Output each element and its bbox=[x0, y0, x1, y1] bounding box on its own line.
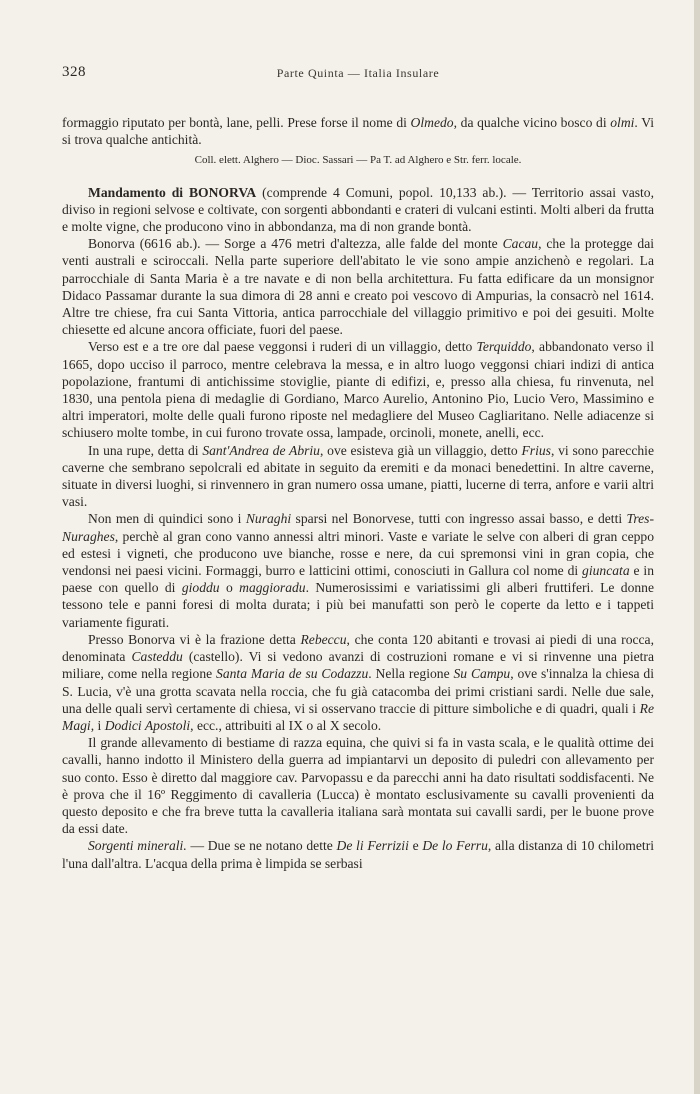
page-header bbox=[62, 58, 654, 84]
italic-term: giuncata bbox=[582, 563, 630, 579]
italic-term: De lo Ferru bbox=[422, 838, 488, 854]
italic-term: maggioradu bbox=[239, 580, 306, 596]
text-run: , ove esisteva già un villaggio, detto bbox=[319, 442, 522, 458]
italic-term: De li Ferrizii bbox=[336, 838, 409, 854]
italic-term: Sorgenti minerali. bbox=[88, 838, 187, 854]
electoral-caption bbox=[62, 152, 654, 169]
italic-term: Su Campu bbox=[453, 666, 511, 682]
text-run: (castello). Vi si vedono avanzi di costruzioni romane e vi si rinvenne una pietra miliare, come nella regione bbox=[62, 649, 654, 682]
page-edge bbox=[694, 0, 700, 1094]
text-run: — Due se ne notano dette bbox=[186, 838, 337, 854]
italic-term: gioddu bbox=[181, 580, 220, 596]
text-run: sparsi nel Bonorvese, tutti con ingresso assai basso, e detti bbox=[291, 511, 627, 527]
italic-term: Olmedo bbox=[410, 115, 454, 130]
italic-term: Rebeccu bbox=[300, 631, 347, 647]
text-run: . Numerosissimi e variatissimi gli alberi fruttiferi. Le donne tessono tele e panni foresi di molta durata; i più bei manufatti son però le coperte da letto e i tappeti variamente figurati. bbox=[62, 580, 654, 630]
paragraph bbox=[62, 837, 654, 871]
paragraph bbox=[62, 114, 654, 148]
italic-term: Terquiddo bbox=[476, 339, 532, 355]
italic-term: Tres-Nuraghes bbox=[62, 511, 654, 544]
text-run: e in paese con quello di bbox=[62, 563, 655, 596]
running-title: Parte Quinta — Italia Insulare bbox=[276, 66, 440, 80]
text-run: Il grande allevamento di bestiame di razza equina, che quivi si fa in vasta scala, e le qualità ottime dei cavalli, hanno indotto il Ministero della guerra ad impiantarvi un deposito di puledri con allevamento per suo conto. Esso è diretto dal maggiore cav. Parvopassu e da parecchi anni ha dato risultati soddisfacenti. Ne è prova che il 16º Reggimento di cavalleria (Lucca) è montato esclusivamente su cavalli provenienti da questo deposito e che fra breve tutta la cavalleria italiana sarà montata sui cavalli sardi, per le buone prove da essi date. bbox=[62, 735, 654, 837]
text-run: Non men di quindici sono i bbox=[88, 511, 246, 527]
text-run: , che conta 120 abitanti e trovasi ai piedi di una rocca, denominata bbox=[62, 631, 654, 665]
paragraph bbox=[62, 338, 654, 441]
text-run: . Nella regione bbox=[368, 666, 454, 682]
text-run: . Vi si trova qualche antichità. bbox=[62, 115, 654, 148]
paragraph bbox=[62, 734, 654, 837]
text-run: , i bbox=[90, 717, 105, 733]
text-run: Coll. elett. Alghero — Dioc. Sassari — Pa T. ad Alghero e Str. ferr. locale. bbox=[194, 154, 522, 167]
text-run: Verso est e a tre ore dal paese veggonsi i ruderi di un villaggio, detto bbox=[88, 339, 477, 355]
text-run: (comprende 4 Comuni, popol. 10,133 ab.). — Territorio assai vasto, diviso in regioni selvose e coltivate, con sorgenti abbondanti e crateri di vulcani estinti. Molti alberi da frutta e molte vigne, che producono vino in abbondanza, ma di non grande bontà. bbox=[62, 184, 654, 235]
text-run: Bonorva (6616 ab.). — Sorge a 476 metri d'altezza, alle falde del monte bbox=[88, 236, 503, 252]
paragraph bbox=[62, 631, 654, 734]
italic-term: Cacau bbox=[502, 236, 539, 252]
text-run: In una rupe, detta di bbox=[88, 442, 203, 458]
text-run: formaggio riputato per bontà, lane, pelli. Prese forse il nome di bbox=[62, 115, 411, 130]
paragraph bbox=[62, 184, 654, 236]
paragraph bbox=[62, 442, 654, 511]
bold-heading: Mandamento di BONORVA bbox=[88, 184, 257, 200]
page-number: 328 bbox=[62, 64, 86, 80]
italic-term: Dodici Apostoli bbox=[104, 717, 191, 733]
text-run: , abbandonato verso il 1665, dopo ucciso il parroco, mentre celebrava la messa, e in altro luogo veggonsi chiari indizi di antica popolazione, frantumi di antichissime stoviglie, piante di edifizi, e, presso alla chiesa, fu rinvenuta, nel 1830, una pentola piena di medaglie di Gordiano, Marco Aurelio, Antonino Pio, Lucio Vero, Massimino e altri imperatori, molte delle quali furono riposte nel medagliere del Museo Cagliaritano. Nelle adiacenze si schiusero molte tombe, in cui furono trovate ossa, lampade, orcinoli, monete, anelli, ecc. bbox=[62, 339, 654, 441]
text-run: , che la protegge dai venti australi e sciroccali. Nella parte superiore dell'abitato le vie sono ampie anzichenò e regolari. La parrocchiale di Santa Maria è a tre navate e di non bella architettura. Fu fatta edificare da un monsignor Didaco Passamar durante la sua dimora di 28 anni e creato poi vescovo di Ampurias, la consacrò nel 1614. Altre tre chiese, fra cui Santa Vittoria, antica parrocchiale del villaggio primitivo e poi dei gesuiti. Molte chiesette ed alcune ancora officiate, fuori del paese. bbox=[62, 236, 654, 338]
italic-term: Casteddu bbox=[131, 649, 183, 665]
italic-term: Frius bbox=[521, 442, 551, 458]
text-run: , alla distanza di 10 chilometri l'una dall'altra. L'acqua della prima è limpida se serbasi bbox=[62, 838, 654, 871]
text-run: Presso Bonorva vi è la frazione detta bbox=[88, 631, 301, 647]
italic-term: Re Magi bbox=[62, 700, 654, 733]
text-run: e bbox=[408, 838, 423, 854]
paragraph bbox=[62, 510, 654, 630]
italic-term: Sant'Andrea de Abriu bbox=[202, 442, 320, 458]
text-run: , perchè al gran cono vanno annessi altri minori. Vaste e variate le selve con alberi di gran ceppo ed estesi i vigneti, che producono uve bianche, rosse e nere, da cui spremonsi vini in gran copia, che vendonsi nei paesi vicini. Formaggi, burro e latticini ottimi, conosciuti in Gallura col nome di bbox=[62, 528, 654, 579]
text-run: o bbox=[219, 580, 240, 596]
italic-term: Nuraghi bbox=[245, 511, 292, 527]
paragraph bbox=[62, 235, 654, 338]
italic-term: olmi bbox=[610, 115, 635, 130]
text-run: , da qualche vicino bosco di bbox=[453, 115, 611, 130]
italic-term: Santa Maria de su Codazzu bbox=[216, 666, 369, 682]
text-run: , ecc., attribuiti al IX o al X secolo. bbox=[190, 717, 382, 733]
text-run: , ove s'innalza la chiesa di S. Lucia, v'è una grotta scavata nella roccia, che fu già catacomba dei primi cristiani sardi. Nelle due sale, una delle quali servì certamente di chiesa, vi si osservano traccie di pitture simboliche e di quadri, quali i bbox=[62, 666, 654, 716]
page-body bbox=[62, 114, 654, 872]
text-run: , vi sono parecchie caverne che sembrano sepolcrali ed abitate in seguito da eremiti e da monaci benedettini. In altre caverne, situate in diversi luoghi, si rinvennero in gran numero ossa umane, piatti, lucerne di terra, anfore e varii altri vasi. bbox=[62, 442, 654, 510]
